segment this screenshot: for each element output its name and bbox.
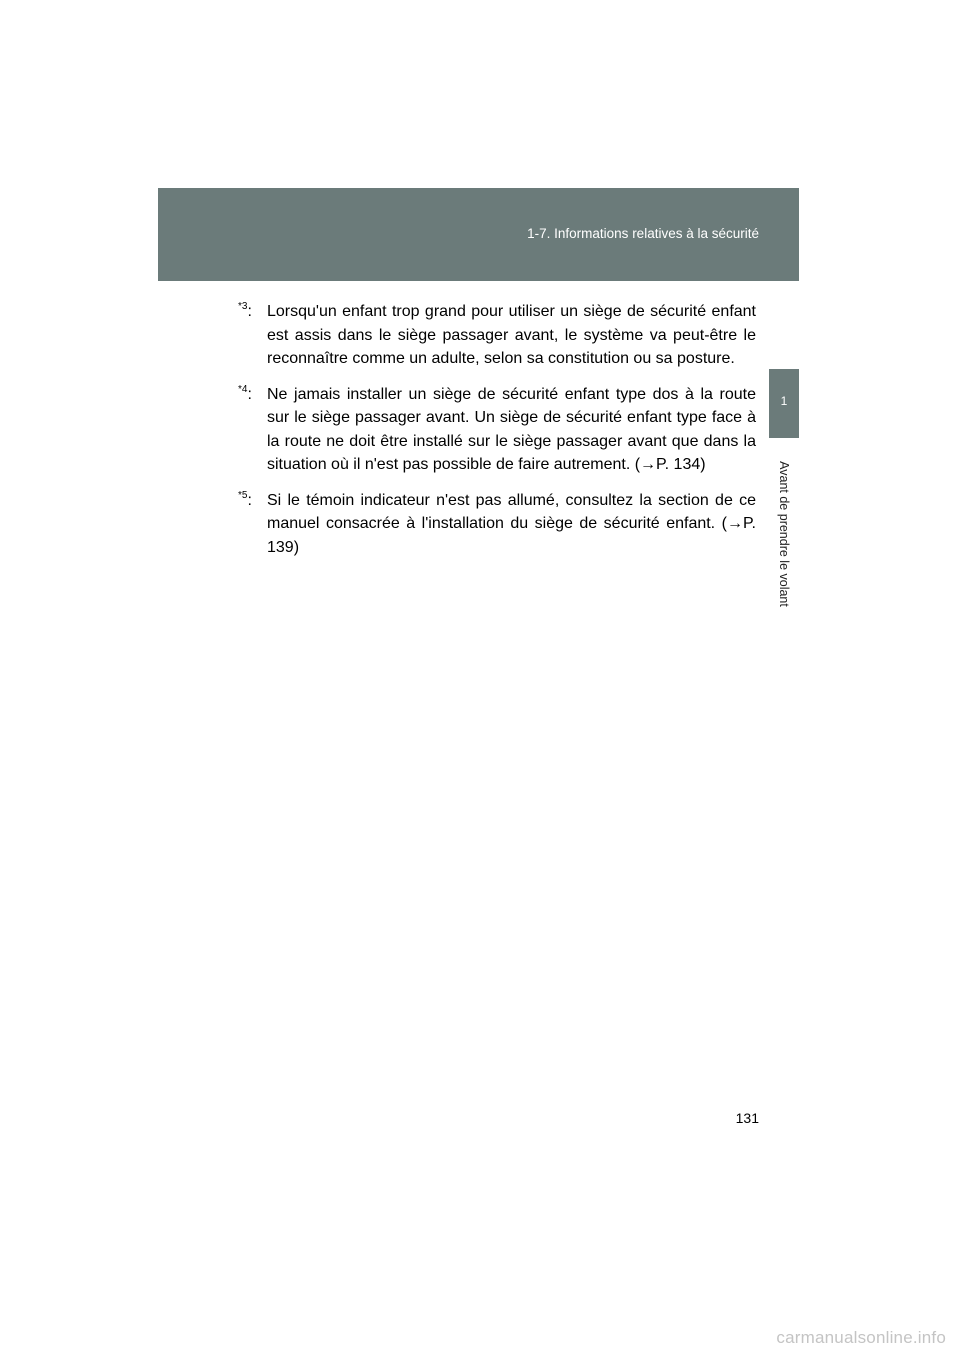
footnote-item — [238, 489, 756, 560]
footnote-marker-number: *3 — [238, 301, 248, 312]
chapter-label: Avant de prendre le volant — [777, 461, 791, 607]
footnote-text: Si le témoin indicateur n'est pas allumé, consultez la section de ce manuel consacrée à l'installation du siège de sécurité enfant. (→P. 139) — [267, 491, 756, 556]
chapter-tab — [769, 369, 799, 438]
footnote-text: Lorsqu'un enfant trop grand pour utiliser un siège de sécurité enfant est assis dans le siège passager avant, le système va peut-être le reconnaître comme un adulte, selon sa constitution ou sa posture. — [267, 303, 756, 367]
chapter-number: 1 — [780, 394, 788, 408]
footnote-item — [238, 383, 756, 477]
section-header-bar — [158, 188, 799, 281]
footnote-marker: $^{*3}$: — [238, 301, 252, 320]
footnote-marker-number: *4 — [238, 383, 248, 395]
watermark: carmanualsonline.info — [776, 1328, 946, 1347]
footnote-marker-number: *5 — [238, 489, 248, 501]
section-title: 1-7. Informations relatives à la sécurité — [527, 226, 759, 241]
footnote-text: Ne jamais installer un siège de sécurité enfant type dos à la route sur le siège passager avant. Un siège de sécurité enfant type face à la route ne doit être installé sur le siège passager avant que dans la situation où il n'est pas possible de faire autrement. (→P. 134) — [267, 385, 756, 473]
chapter-label-wrap — [769, 448, 799, 620]
footnote-marker: $^{*4}$: — [238, 383, 252, 403]
footnote-item — [238, 300, 756, 371]
footnote-marker: $^{*5}$: — [238, 489, 252, 509]
page-number: 131 — [735, 1110, 759, 1126]
footnote-list — [238, 300, 756, 571]
